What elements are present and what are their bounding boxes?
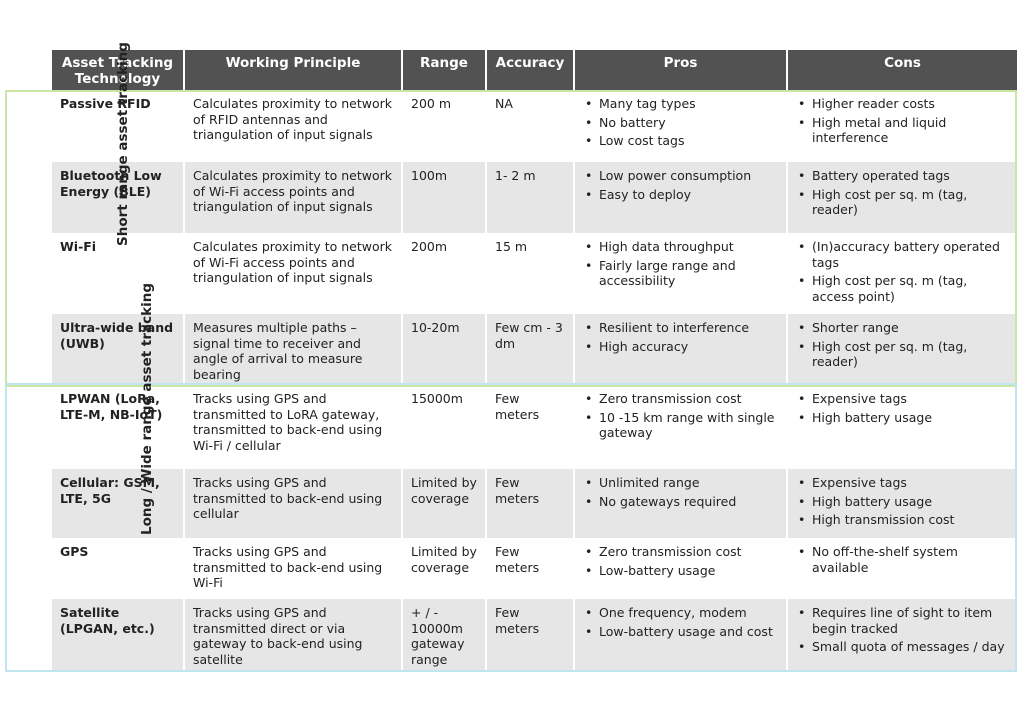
table-row [5,385,1017,469]
cons-cell [788,599,1017,670]
pros-cell [575,162,788,233]
asset-tracking-table [5,50,1017,670]
header-technology: Asset Tracking Technology [52,50,185,90]
con-item: • High cost per sq. m (tag, access point) [796,273,1011,304]
pros-list [583,475,780,509]
range-cell: 100m [403,162,487,233]
header-row [5,50,1017,90]
header-cons: Cons [788,50,1017,90]
pros-list [583,168,780,202]
pro-item: • Low-battery usage [583,563,780,579]
cons-cell [788,90,1017,162]
cons-cell [788,162,1017,233]
cons-list [796,320,1011,370]
header-accuracy: Accuracy [487,50,575,90]
cons-cell [788,385,1017,469]
pro-item: • Zero transmission cost [583,391,780,407]
pros-list [583,96,780,149]
range-cell: Limited by coverage [403,469,487,538]
con-item: • High cost per sq. m (tag, reader) [796,187,1011,218]
pro-item: • No gateways required [583,494,780,510]
pro-item: • Low-battery usage and cost [583,624,780,640]
cons-list [796,239,1011,304]
con-item: • Higher reader costs [796,96,1011,112]
technology-cell: Cellular: GSM, LTE, 5G [52,469,185,538]
cons-cell [788,469,1017,538]
con-item: • No off-the-shelf system available [796,544,1011,575]
accuracy-cell: Few meters [487,538,575,599]
pro-item: • Resilient to interference [583,320,780,336]
accuracy-cell: Few cm - 3 dm [487,314,575,385]
con-item: • (In)accuracy battery operated tags [796,239,1011,270]
pro-item: • One frequency, modem [583,605,780,621]
technology-cell: Bluetooth Low Energy (BLE) [52,162,185,233]
pros-cell [575,233,788,314]
pro-item: • High data throughput [583,239,780,255]
accuracy-cell: Few meters [487,469,575,538]
pro-item: • Unlimited range [583,475,780,491]
pros-cell [575,538,788,599]
cons-cell [788,314,1017,385]
con-item: • High battery usage [796,494,1011,510]
pros-cell [575,385,788,469]
accuracy-cell: Few meters [487,385,575,469]
range-cell: + / - 10000m gateway range [403,599,487,670]
accuracy-cell: 15 m [487,233,575,314]
table-body [5,90,1017,670]
con-item: • Shorter range [796,320,1011,336]
accuracy-cell: 1- 2 m [487,162,575,233]
cons-list [796,96,1011,146]
principle-cell: Tracks using GPS and transmitted to LoRA gateway, transmitted to back-end using Wi-Fi / cellular [185,385,403,469]
group-label-cell [5,90,52,385]
range-cell: 200 m [403,90,487,162]
pros-list [583,544,780,578]
technology-cell: GPS [52,538,185,599]
group-label-cell [5,385,52,670]
pro-item: • Many tag types [583,96,780,112]
pro-item: • Easy to deploy [583,187,780,203]
cons-list [796,391,1011,425]
header-pros: Pros [575,50,788,90]
con-item: • Expensive tags [796,475,1011,491]
pros-cell [575,314,788,385]
pros-cell [575,469,788,538]
accuracy-cell: Few meters [487,599,575,670]
header-working-principle: Working Principle [185,50,403,90]
con-item: • High metal and liquid interference [796,115,1011,146]
range-cell: 200m [403,233,487,314]
short-range-group-label: Short range asset tracking [114,41,131,246]
pro-item: • No battery [583,115,780,131]
technology-cell: Satellite (LPGAN, etc.) [52,599,185,670]
range-cell: 10-20m [403,314,487,385]
con-item: • Small quota of messages / day [796,639,1011,655]
pros-list [583,320,780,354]
pro-item: • Zero transmission cost [583,544,780,560]
pros-cell [575,90,788,162]
header-blank-cell [5,50,52,90]
principle-cell: Tracks using GPS and transmitted direct or via gateway to back-end using satellite [185,599,403,670]
range-cell: 15000m [403,385,487,469]
con-item: • High transmission cost [796,512,1011,528]
table-row [5,90,1017,162]
pros-list [583,605,780,639]
principle-cell: Calculates proximity to network of Wi-Fi access points and triangulation of input signals [185,233,403,314]
pro-item: • Fairly large range and accessibility [583,258,780,289]
cons-list [796,544,1011,575]
con-item: • Battery operated tags [796,168,1011,184]
con-item: • Expensive tags [796,391,1011,407]
cons-list [796,475,1011,528]
technology-cell: LPWAN (LoRa, LTE-M, NB-IoT) [52,385,185,469]
comparison-table-container [5,41,1017,670]
pros-cell [575,599,788,670]
pros-list [583,239,780,289]
technology-cell: Ultra-wide band (UWB) [52,314,185,385]
table-row [5,538,1017,599]
table-row [5,599,1017,670]
cons-list [796,605,1011,655]
cons-cell [788,538,1017,599]
cons-cell [788,233,1017,314]
principle-cell: Calculates proximity to network of Wi-Fi access points and triangulation of input signals [185,162,403,233]
table-row [5,233,1017,314]
pros-list [583,391,780,441]
technology-cell: Wi-Fi [52,233,185,314]
principle-cell: Tracks using GPS and transmitted to back-end using cellular [185,469,403,538]
cons-list [796,168,1011,218]
pro-item: • Low power consumption [583,168,780,184]
principle-cell: Measures multiple paths – signal time to receiver and angle of arrival to measure bearing [185,314,403,385]
header-range: Range [403,50,487,90]
con-item: • High battery usage [796,410,1011,426]
table-row [5,314,1017,385]
range-cell: Limited by coverage [403,538,487,599]
long-range-group-label: Long / Wide range asset tracking [139,283,156,536]
con-item: • Requires line of sight to item begin tracked [796,605,1011,636]
principle-cell: Calculates proximity to network of RFID antennas and triangulation of input signals [185,90,403,162]
pro-item: • High accuracy [583,339,780,355]
con-item: • High cost per sq. m (tag, reader) [796,339,1011,370]
pro-item: • 10 -15 km range with single gateway [583,410,780,441]
table-row [5,162,1017,233]
technology-cell: Passive RFID [52,90,185,162]
pro-item: • Low cost tags [583,133,780,149]
table-row [5,469,1017,538]
accuracy-cell: NA [487,90,575,162]
principle-cell: Tracks using GPS and transmitted to back-end using Wi-Fi [185,538,403,599]
